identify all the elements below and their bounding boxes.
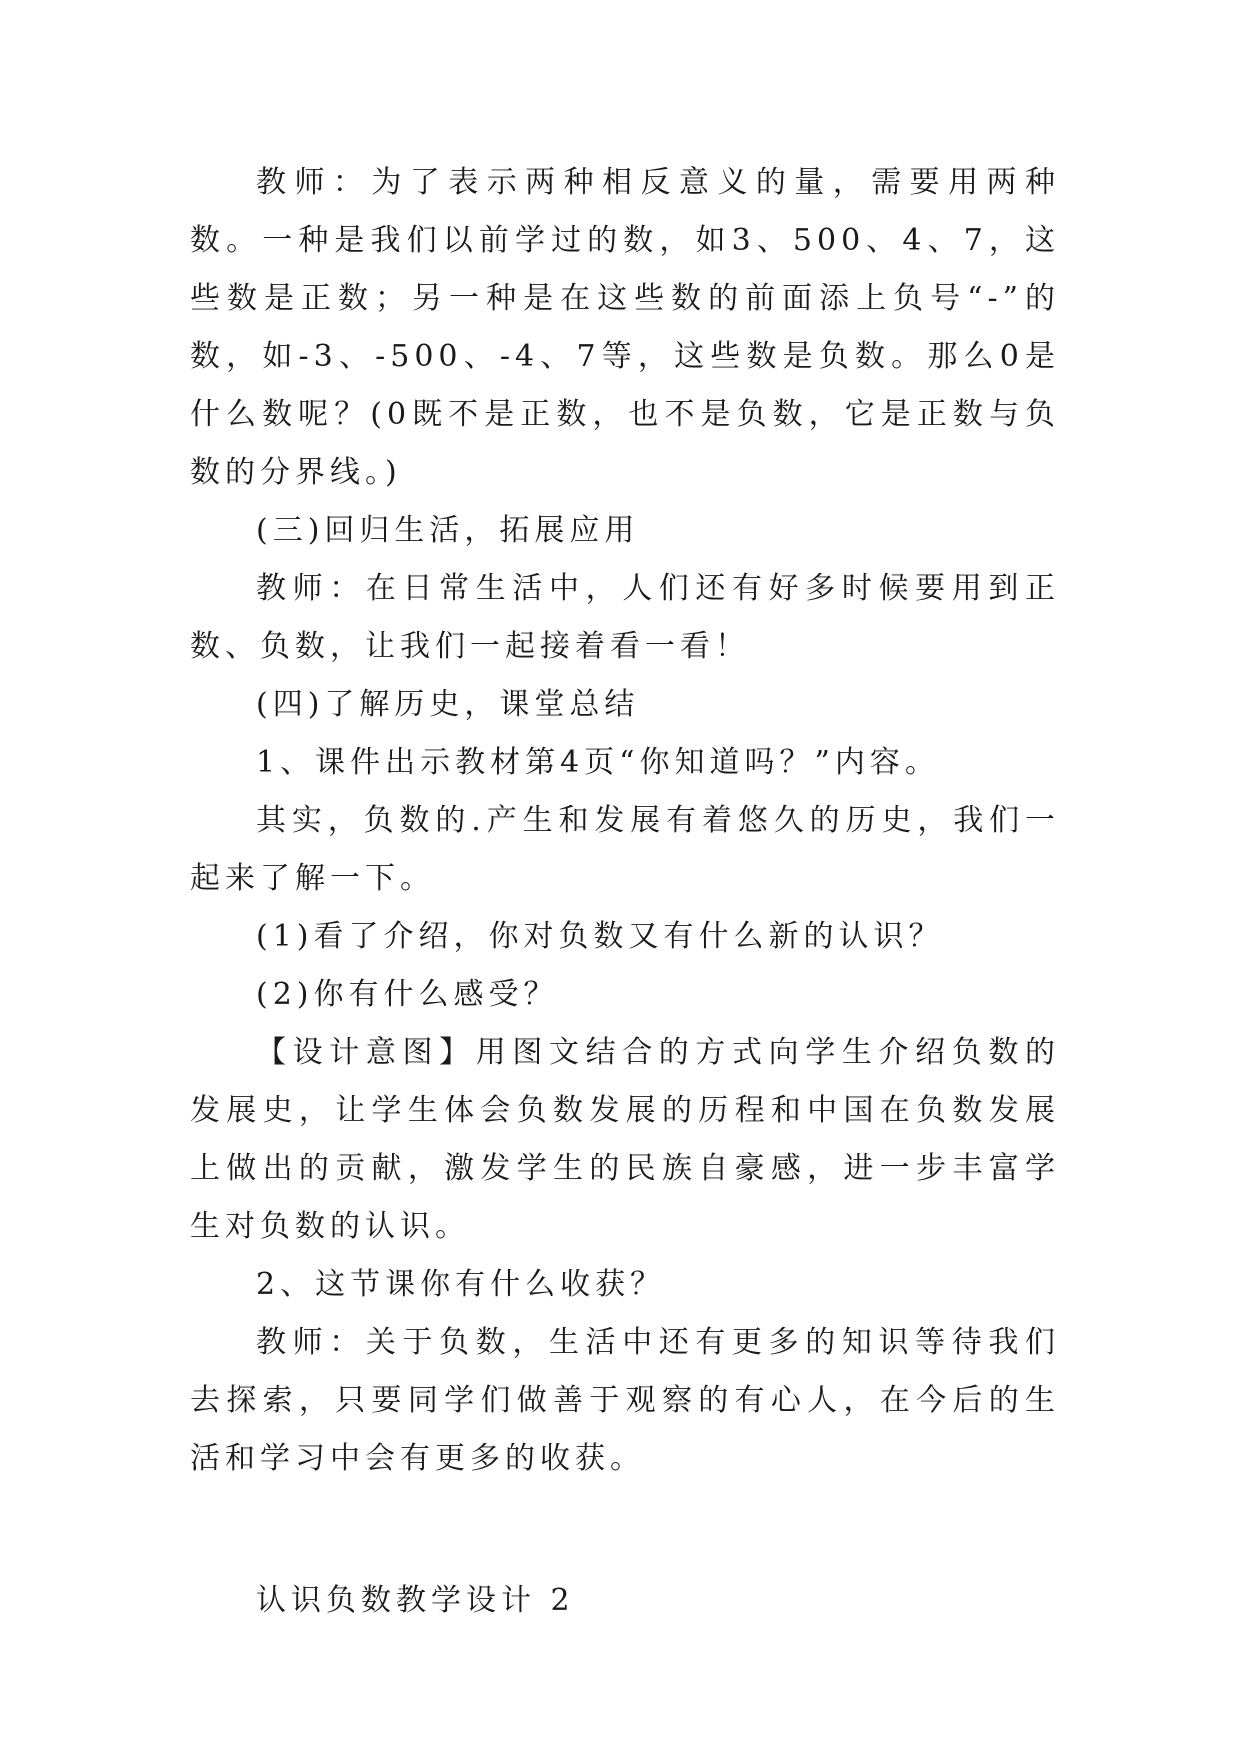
paragraph-history: 其实，负数的.产生和发展有着悠久的历史，我们一起来了解一下。 xyxy=(190,803,1060,896)
paragraph-teacher-closing: 教师：关于负数，生活中还有更多的知识等待我们去探索，只要同学们做善于观察的有心人，在今后的生活和学习中会有更多的收获。 xyxy=(190,1325,1060,1476)
section-heading-4: (四)了解历史，课堂总结 xyxy=(256,687,640,722)
section-heading-3: (三)回归生活，拓展应用 xyxy=(256,513,640,548)
paragraph-teacher-daily-life: 教师：在日常生活中，人们还有好多时候要用到正数、负数，让我们一起接着看一看！ xyxy=(190,571,1060,664)
paragraph-design-intent: 【设计意图】用图文结合的方式向学生介绍负数的发展史，让学生体会负数发展的历程和中国在负数发展上做出的贡献，激发学生的民族自豪感，进一步丰富学生对负数的认识。 xyxy=(190,1035,1060,1244)
question-1: (1)看了介绍，你对负数又有什么新的认识？ xyxy=(256,919,944,954)
section-title-2: 认识负数教学设计 2 xyxy=(256,1583,575,1618)
paragraph-teacher-positive-negative: 教师：为了表示两种相反意义的量，需要用两种数。一种是我们以前学过的数，如3、500、4、7，这些数是正数；另一种是在这些数的前面添上负号“-”的数，如-3、-500、-4、7等，这些数是负数。那么0是什么数呢？(0既不是正数，也不是负数，它是正数与负数的分界线。) xyxy=(190,165,1060,490)
question-2: (2)你有什么感受？ xyxy=(256,977,559,1012)
section-spacer xyxy=(190,1488,1060,1572)
paragraph-courseware: 1、课件出示教材第4页“你知道吗？”内容。 xyxy=(256,745,940,780)
document-body xyxy=(190,154,1060,1630)
question-harvest: 2、这节课你有什么收获？ xyxy=(256,1267,666,1302)
